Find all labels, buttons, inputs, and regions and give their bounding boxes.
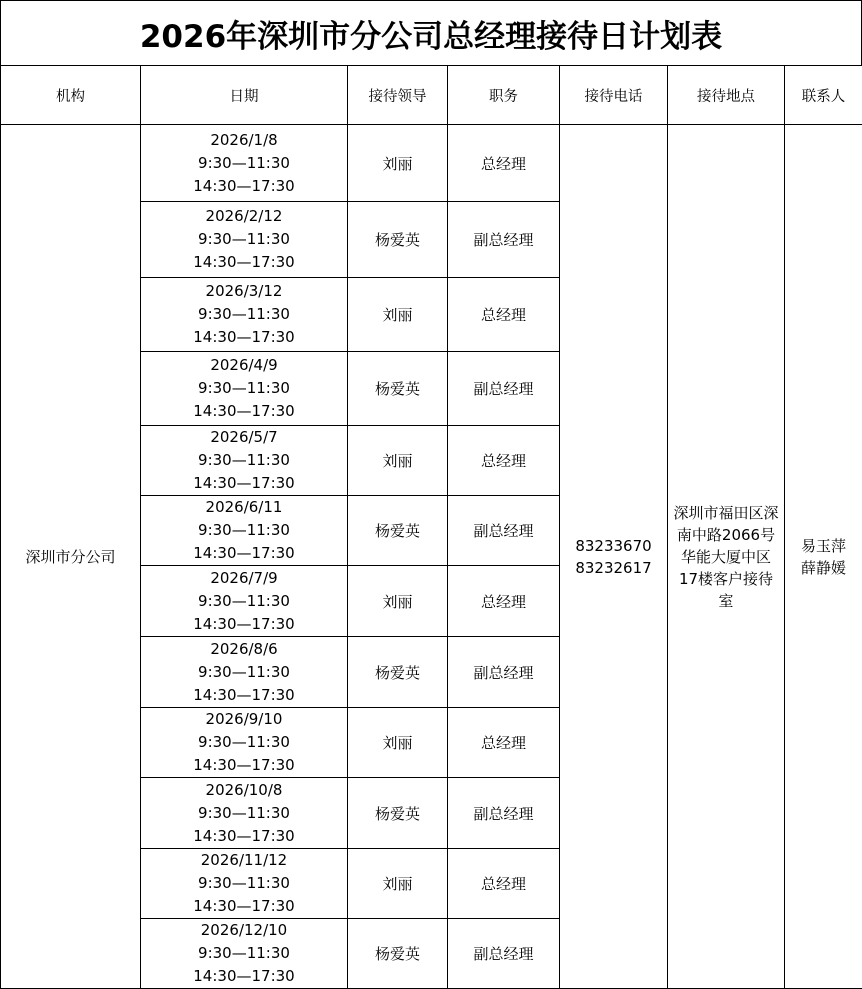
date-cell (141, 352, 348, 426)
morning-time: 9:30—11:30 (198, 451, 290, 469)
morning-time: 9:30—11:30 (198, 662, 290, 681)
date-text: 2026/11/12 (200, 851, 288, 869)
date-cell (141, 125, 348, 202)
leader-cell: 刘丽 (348, 278, 448, 352)
afternoon-time: 14:30—17:30 (193, 756, 295, 774)
date-cell (141, 778, 348, 849)
position-cell: 副总经理 (448, 202, 560, 278)
header-position: 职务 (448, 66, 560, 125)
date-text: 2026/8/6 (210, 639, 278, 658)
afternoon-time: 14:30—17:30 (193, 544, 295, 562)
phone-cell (560, 125, 668, 989)
leader-cell: 杨爱英 (348, 637, 448, 708)
leader-cell: 杨爱英 (348, 202, 448, 278)
date-text: 2026/4/9 (210, 356, 278, 374)
position-cell: 副总经理 (448, 778, 560, 849)
contact-name: 薛静媛 (800, 558, 846, 577)
leader-cell: 杨爱英 (348, 352, 448, 426)
position-cell: 副总经理 (448, 496, 560, 566)
date-text: 2026/7/9 (210, 568, 278, 587)
afternoon-time: 14:30—17:30 (193, 253, 295, 271)
morning-time: 9:30—11:30 (198, 379, 290, 397)
leader-cell: 杨爱英 (348, 778, 448, 849)
header-date: 日期 (141, 66, 348, 125)
morning-time: 9:30—11:30 (198, 153, 290, 172)
morning-time: 9:30—11:30 (198, 803, 290, 822)
position-cell: 总经理 (448, 426, 560, 496)
date-text: 2026/6/11 (205, 498, 283, 516)
header-leader: 接待领导 (348, 66, 448, 125)
morning-time: 9:30—11:30 (198, 521, 290, 539)
position-cell: 总经理 (448, 566, 560, 637)
date-cell (141, 849, 348, 919)
location-line: 深圳市福田区深 (673, 503, 779, 522)
date-cell (141, 278, 348, 352)
contact-cell (785, 125, 862, 989)
morning-time: 9:30—11:30 (198, 305, 290, 323)
afternoon-time: 14:30—17:30 (193, 826, 295, 845)
location-line: 南中路2066号 (676, 525, 776, 544)
date-text: 2026/10/8 (205, 780, 283, 799)
date-cell (141, 637, 348, 708)
date-cell (141, 496, 348, 566)
afternoon-time: 14:30—17:30 (193, 402, 295, 420)
header-location: 接待地点 (668, 66, 785, 125)
position-cell: 总经理 (448, 125, 560, 202)
morning-time: 9:30—11:30 (198, 230, 290, 248)
header-phone: 接待电话 (560, 66, 668, 125)
morning-time: 9:30—11:30 (198, 733, 290, 751)
date-text: 2026/2/12 (205, 207, 283, 225)
afternoon-time: 14:30—17:30 (193, 614, 295, 633)
leader-cell: 杨爱英 (348, 496, 448, 566)
position-cell: 副总经理 (448, 919, 560, 989)
schedule-body (1, 125, 862, 989)
date-text: 2026/12/10 (200, 921, 288, 939)
afternoon-time: 14:30—17:30 (193, 685, 295, 704)
schedule-table (0, 65, 862, 989)
location-line: 华能大厦中区 (680, 547, 771, 566)
date-cell (141, 919, 348, 989)
date-cell (141, 426, 348, 496)
position-cell: 总经理 (448, 849, 560, 919)
leader-cell: 刘丽 (348, 849, 448, 919)
header-org: 机构 (1, 66, 141, 125)
location-line: 17楼客户接待 (678, 569, 774, 588)
morning-time: 9:30—11:30 (198, 944, 290, 962)
header-row (1, 66, 862, 125)
contact-name: 易玉萍 (800, 536, 846, 555)
date-text: 2026/3/12 (205, 282, 283, 300)
morning-time: 9:30—11:30 (198, 874, 290, 892)
leader-cell: 刘丽 (348, 566, 448, 637)
position-cell: 总经理 (448, 278, 560, 352)
position-cell: 总经理 (448, 708, 560, 778)
date-cell (141, 566, 348, 637)
location-line: 室 (718, 591, 734, 610)
position-cell: 副总经理 (448, 352, 560, 426)
afternoon-time: 14:30—17:30 (193, 176, 295, 195)
leader-cell: 杨爱英 (348, 919, 448, 989)
phone-number: 83232617 (575, 558, 652, 577)
leader-cell: 刘丽 (348, 125, 448, 202)
location-cell (668, 125, 785, 989)
page-title: 2026年深圳市分公司总经理接待日计划表 (0, 0, 862, 66)
header-contact: 联系人 (785, 66, 862, 125)
date-cell (141, 708, 348, 778)
position-cell: 副总经理 (448, 637, 560, 708)
date-text: 2026/9/10 (205, 710, 283, 728)
afternoon-time: 14:30—17:30 (193, 474, 295, 492)
afternoon-time: 14:30—17:30 (193, 967, 295, 985)
leader-cell: 刘丽 (348, 708, 448, 778)
org-cell: 深圳市分公司 (1, 125, 141, 989)
afternoon-time: 14:30—17:30 (193, 328, 295, 346)
date-text: 2026/1/8 (210, 130, 278, 149)
afternoon-time: 14:30—17:30 (193, 897, 295, 915)
date-text: 2026/5/7 (210, 428, 278, 446)
table-row (1, 125, 862, 202)
phone-number: 83233670 (575, 536, 652, 555)
leader-cell: 刘丽 (348, 426, 448, 496)
morning-time: 9:30—11:30 (198, 591, 290, 610)
date-cell (141, 202, 348, 278)
